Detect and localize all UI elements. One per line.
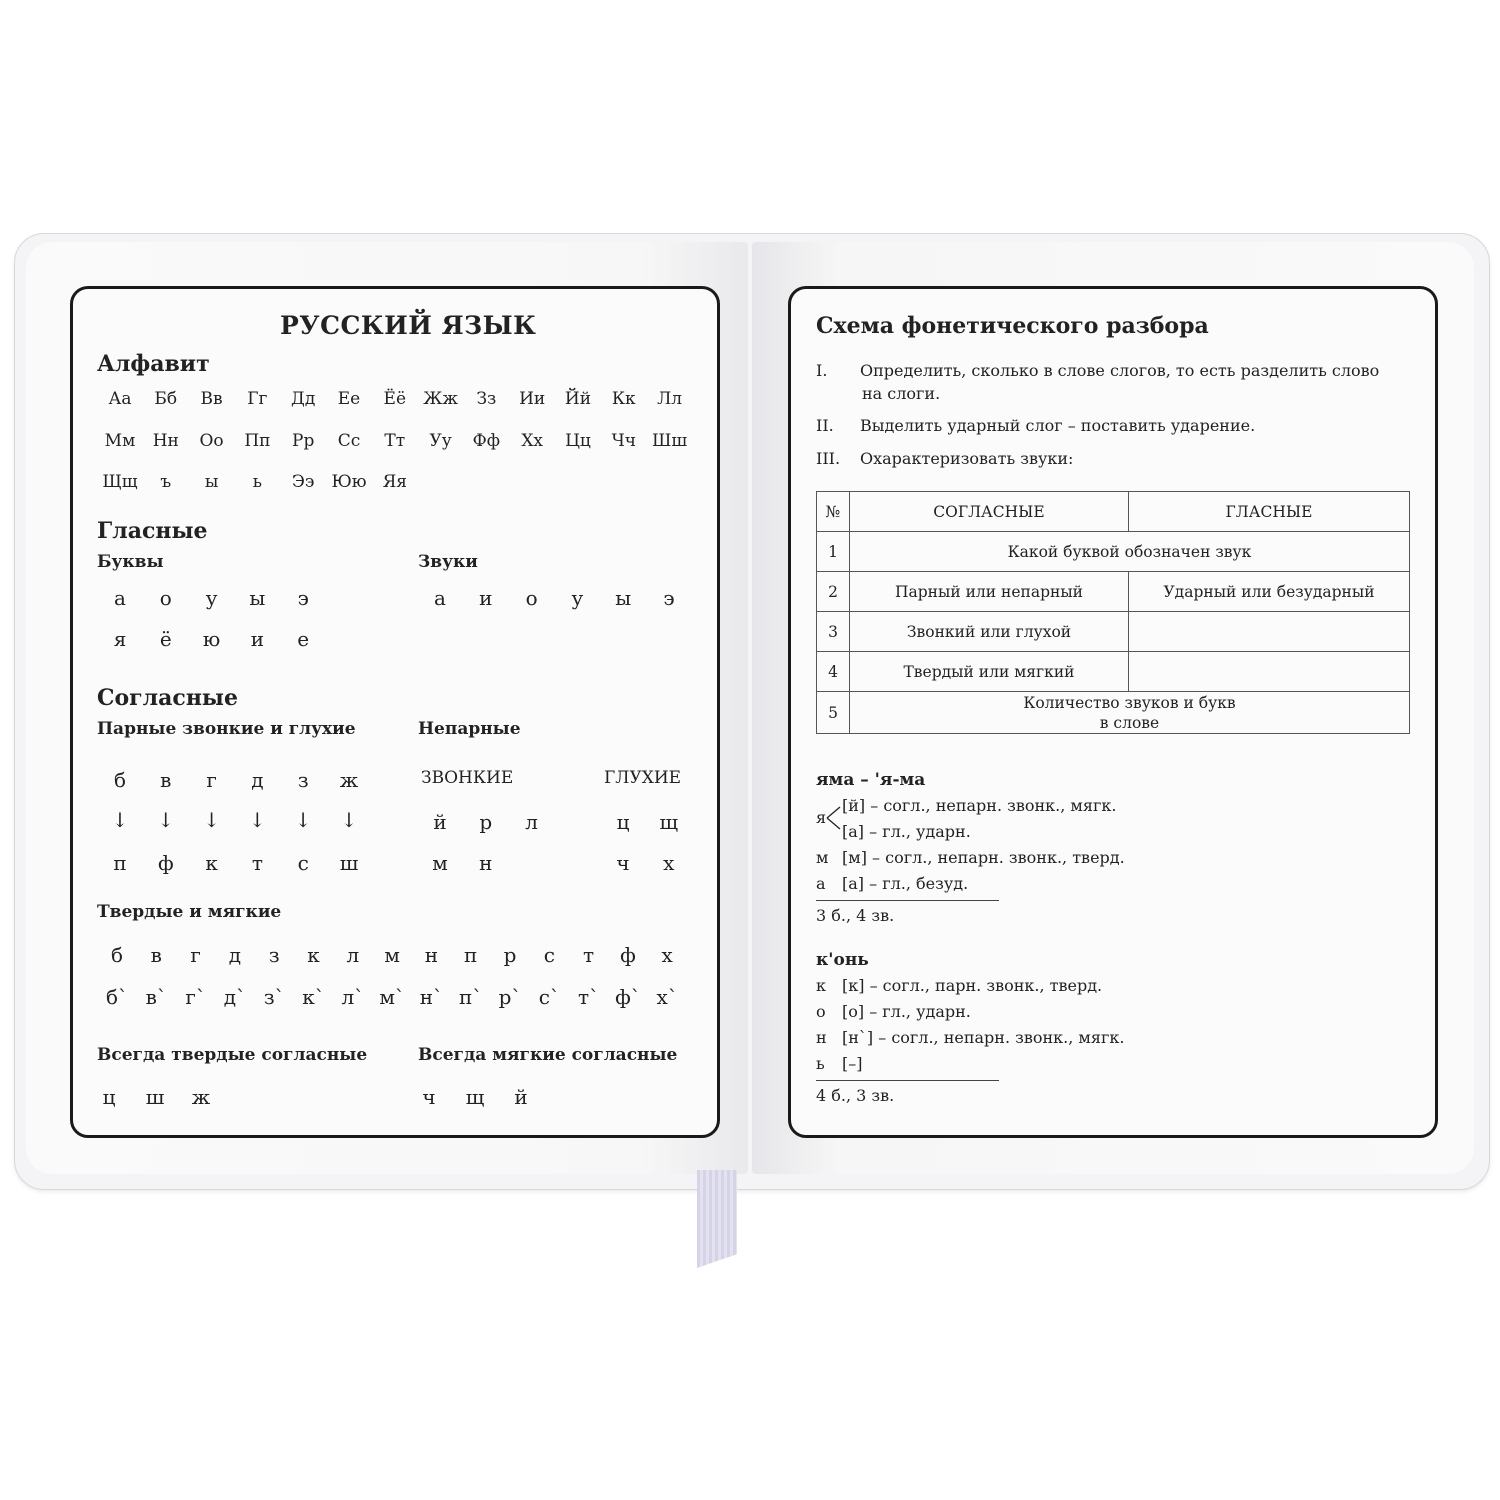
scheme-title: Схема фонетического разбора	[816, 313, 1209, 339]
unpaired-voiceless-letter: ч	[616, 851, 630, 875]
unpaired-voiced-letter: р	[479, 810, 493, 834]
hard-consonant: н	[424, 943, 439, 967]
vowel-letter: ю	[202, 627, 221, 651]
alphabet-letter: Ёё	[383, 389, 407, 409]
table-cell: 3	[817, 612, 850, 652]
soft-consonant: т`	[578, 985, 600, 1009]
example-1-letter: я	[816, 808, 827, 827]
table-cell: 1	[817, 532, 850, 572]
paired-voiced-letter: д	[251, 768, 264, 792]
paired-voiceless-letter: ф	[157, 851, 174, 875]
hard-consonant: г	[190, 943, 201, 967]
unpaired-voiceless-letter: щ	[659, 810, 679, 834]
vowel-letter: я	[113, 627, 127, 651]
table-header-row	[817, 492, 1410, 532]
table-cell: Ударный или безударный	[1129, 572, 1410, 612]
always-soft-letter: й	[514, 1085, 528, 1109]
arrow-down-icon: ↓	[111, 808, 129, 832]
hard-consonant: м	[384, 943, 400, 967]
alphabet-letter: Оо	[199, 431, 224, 451]
alphabet-letter: Ее	[337, 389, 361, 409]
table-cell: 5	[817, 692, 850, 734]
arrow-down-icon: ↓	[294, 808, 312, 832]
table-cell	[1129, 652, 1410, 692]
alphabet-letter: Вв	[200, 389, 223, 409]
hard-consonant: ф	[620, 943, 636, 967]
alphabet-letter: Бб	[154, 389, 178, 409]
alphabet-letter: Гг	[247, 389, 268, 409]
soft-consonant: к`	[302, 985, 325, 1009]
alphabet-letter: Лл	[657, 389, 683, 409]
table-cell: 2	[817, 572, 850, 612]
alphabet-letter: Фф	[472, 431, 501, 451]
arrow-down-icon: ↓	[203, 808, 220, 832]
always-hard-letter: ш	[145, 1085, 165, 1109]
table-header-num: №	[817, 492, 850, 532]
paired-voiced-letter: з	[297, 768, 309, 792]
alphabet-letter: ы	[204, 472, 219, 492]
alphabet-letter: Щщ	[102, 472, 138, 492]
example-2-summary: 4 б., 3 зв.	[816, 1086, 895, 1105]
vowel-letter: у	[205, 586, 218, 610]
arrow-down-icon: ↓	[157, 808, 175, 832]
divider	[816, 900, 999, 901]
soft-consonant: р`	[498, 985, 522, 1009]
example-2-line: [–]	[842, 1054, 863, 1073]
always-hard-letter: ж	[191, 1085, 211, 1109]
table-row	[817, 692, 1410, 734]
example-1-line: [а] – гл., безуд.	[842, 874, 969, 893]
always-hard-heading: Всегда твердые согласные	[97, 1045, 368, 1065]
bookmark-ribbon	[697, 1170, 737, 1268]
left-frame	[70, 286, 720, 1138]
step-3-num: III.	[816, 449, 841, 468]
vowel-sound: а	[434, 586, 446, 610]
table-row	[817, 572, 1410, 612]
table-row	[817, 612, 1410, 652]
hard-consonant: д	[228, 943, 242, 967]
table-row	[817, 532, 1410, 572]
step-1-text: Определить, сколько в слове слогов, то есть разделить слово	[860, 361, 1380, 380]
example-2-line: [к] – согл., парн. звонк., тверд.	[842, 976, 1103, 995]
example-2-letter: к	[816, 976, 826, 995]
vowel-letter: и	[250, 627, 265, 651]
step-1-cont: на слоги.	[862, 384, 941, 403]
vowel-sounds-label: Звуки	[418, 552, 478, 572]
alphabet-letter: Уу	[429, 431, 452, 451]
example-2-word: к'онь	[816, 950, 869, 970]
table-cell: Какой буквой обозначен звук	[850, 532, 1410, 572]
phonetic-table	[816, 491, 1410, 734]
table-cell	[850, 692, 1410, 734]
hard-consonant: в	[150, 943, 162, 967]
example-1-line: [а] – гл., ударн.	[842, 822, 971, 841]
unpaired-voiceless-letter: ц	[616, 810, 630, 834]
paired-voiceless-letter: к	[205, 851, 218, 875]
alphabet-letter: Сс	[337, 431, 361, 451]
vowel-letters-label: Буквы	[97, 552, 164, 572]
unpaired-voiced-letter: л	[525, 810, 538, 834]
vowel-letter: ы	[249, 586, 266, 610]
vowel-sound: ы	[615, 586, 632, 610]
divider	[816, 1080, 999, 1081]
unpaired-voiced-letter: й	[433, 810, 447, 834]
example-2-letter: ь	[816, 1054, 825, 1073]
voiced-label: ЗВОНКИЕ	[421, 768, 514, 788]
table-row	[817, 652, 1410, 692]
vowel-sound: э	[663, 586, 675, 610]
alphabet-letter: Ээ	[291, 472, 315, 492]
alphabet-letter: Аа	[108, 389, 132, 409]
soft-consonant: с`	[538, 985, 560, 1009]
vowel-letter: о	[159, 586, 172, 610]
soft-consonant: г`	[185, 985, 206, 1009]
table-cell: Звонкий или глухой	[850, 612, 1129, 652]
step-1-num: I.	[816, 361, 828, 380]
soft-consonant: н`	[419, 985, 444, 1009]
vowel-letter: а	[114, 586, 126, 610]
hard-consonant: б	[110, 943, 124, 967]
paired-voiced-letter: в	[160, 768, 172, 792]
vowel-sound: у	[571, 586, 584, 610]
alphabet-letter: Цц	[565, 431, 591, 451]
page-title: РУССКИЙ ЯЗЫК	[280, 311, 537, 340]
hard-consonant: х	[661, 943, 673, 967]
unpaired-voiceless-letter: х	[663, 851, 675, 875]
vowel-letter: ё	[159, 627, 172, 651]
arrow-down-icon: ↓	[340, 808, 358, 832]
step-2-num: II.	[816, 416, 834, 435]
hard-consonant: п	[464, 943, 478, 967]
alphabet-letter: Ии	[519, 389, 546, 409]
soft-consonant: л`	[341, 985, 365, 1009]
hard-consonant: р	[503, 943, 517, 967]
paired-voiceless-letter: ш	[339, 851, 359, 875]
alphabet-letter: Юю	[331, 472, 367, 492]
alphabet-letter: Зз	[476, 389, 497, 409]
soft-consonant: з`	[263, 985, 285, 1009]
hard-consonant: к	[307, 943, 320, 967]
voiceless-label: ГЛУХИЕ	[604, 768, 682, 788]
paired-voiceless-letter: п	[113, 851, 127, 875]
table-header-vowels: ГЛАСНЫЕ	[1129, 492, 1410, 532]
step-2-text: Выделить ударный слог – поставить ударение.	[860, 416, 1256, 435]
alphabet-letter: Дд	[291, 389, 316, 409]
table-cell: 4	[817, 652, 850, 692]
vowel-sound: о	[525, 586, 538, 610]
hard-soft-heading: Твердые и мягкие	[97, 902, 282, 922]
alphabet-letter: Нн	[152, 431, 179, 451]
soft-consonant: б`	[105, 985, 129, 1009]
paired-voiced-letter: г	[206, 768, 217, 792]
step-3-text: Охарактеризовать звуки:	[860, 449, 1074, 468]
branch-icon	[826, 804, 842, 832]
paired-voiced-letter: ж	[339, 768, 359, 792]
soft-consonant: ф`	[615, 985, 641, 1009]
hard-consonant: з	[268, 943, 280, 967]
vowel-sound: и	[479, 586, 493, 610]
vowel-letter: э	[297, 586, 309, 610]
alphabet-letter: Чч	[611, 431, 636, 451]
soft-consonant: м`	[379, 985, 405, 1009]
example-1-line: [й] – согл., непарн. звонк., мягк.	[842, 796, 1117, 815]
alphabet-letter: Кк	[611, 389, 636, 409]
example-2-letter: о	[816, 1002, 826, 1021]
unpaired-voiced-letter: м	[432, 851, 448, 875]
example-1-line: [м] – согл., непарн. звонк., тверд.	[842, 848, 1125, 867]
table-cell: Твердый или мягкий	[850, 652, 1129, 692]
alphabet-letter: Йй	[564, 389, 592, 409]
alphabet-letter: ь	[252, 472, 263, 492]
alphabet-letter: Мм	[104, 431, 136, 451]
example-2-line: [о] – гл., ударн.	[842, 1002, 971, 1021]
paired-label: Парные звонкие и глухие	[97, 719, 356, 739]
paired-voiceless-letter: т	[251, 851, 263, 875]
soft-consonant: д`	[223, 985, 247, 1009]
example-1-word: яма – 'я-ма	[816, 770, 926, 790]
table-cell: Парный или непарный	[850, 572, 1129, 612]
alphabet-letter: Яя	[382, 472, 408, 492]
example-1-letter: а	[816, 874, 826, 893]
soft-consonant: п`	[459, 985, 483, 1009]
alphabet-letter: ъ	[160, 472, 172, 492]
table-header-consonants: СОГЛАСНЫЕ	[850, 492, 1129, 532]
table-cell-line: в слове	[1099, 713, 1160, 732]
alphabet-letter: Шш	[651, 431, 688, 451]
alphabet-letter: Тт	[384, 431, 406, 451]
alphabet-letter: Жж	[423, 389, 458, 409]
example-1-summary: 3 б., 4 зв.	[816, 906, 895, 925]
example-1-letter: м	[816, 848, 829, 867]
table-cell	[1129, 612, 1410, 652]
alphabet-heading: Алфавит	[97, 351, 210, 377]
example-2-line: [н`] – согл., непарн. звонк., мягк.	[842, 1028, 1125, 1047]
alphabet-letter: Рр	[292, 431, 315, 451]
always-soft-letter: щ	[465, 1085, 485, 1109]
unpaired-voiced-letter: н	[479, 851, 493, 875]
hard-consonant: л	[346, 943, 360, 967]
example-2-letter: н	[816, 1028, 827, 1047]
soft-consonant: х`	[656, 985, 678, 1009]
table-cell-line: Количество звуков и букв	[1023, 693, 1236, 712]
consonants-heading: Согласные	[97, 685, 238, 711]
always-soft-letter: ч	[422, 1085, 436, 1109]
soft-consonant: в`	[145, 985, 167, 1009]
hard-consonant: т	[583, 943, 595, 967]
vowel-letter: е	[297, 627, 310, 651]
alphabet-letter: Хх	[521, 431, 544, 451]
hard-consonant: с	[543, 943, 555, 967]
arrow-down-icon: ↓	[249, 808, 266, 832]
alphabet-letter: Пп	[244, 431, 271, 451]
always-hard-letter: ц	[102, 1085, 116, 1109]
vowels-heading: Гласные	[97, 518, 208, 544]
always-soft-heading: Всегда мягкие согласные	[418, 1045, 678, 1065]
paired-voiceless-letter: с	[297, 851, 309, 875]
unpaired-label: Непарные	[418, 719, 521, 739]
paired-voiced-letter: б	[113, 768, 127, 792]
